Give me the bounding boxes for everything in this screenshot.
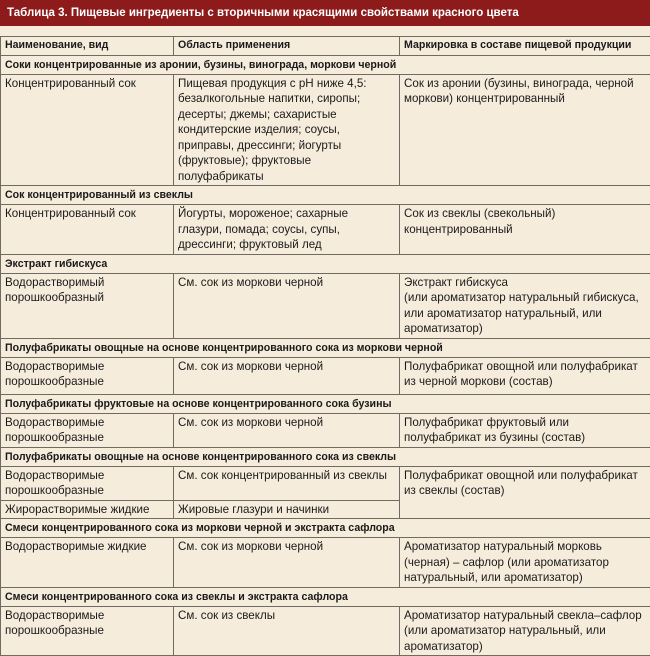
cell-label: Ароматизатор натуральный морковь (черная) – сафлор (или ароматизатор натуральный, или ароматизатор)	[400, 538, 650, 588]
cell-label: Полуфабрикат овощной или полуфабрикат из свеклы (состав)	[400, 466, 650, 519]
cell-label: Полуфабрикат фруктовый или полуфабрикат из бузины (состав)	[400, 413, 650, 447]
section-heading: Экстракт гибискуса	[1, 254, 650, 273]
table-row	[1, 466, 650, 500]
section-heading-row	[1, 587, 650, 606]
cell-name: Концентрированный сок	[1, 74, 174, 186]
ingredients-table	[0, 36, 650, 656]
section-heading: Смеси концентрированного сока из моркови черной и экстракта сафлора	[1, 519, 650, 538]
cell-name: Водорастворимые порошкообразные	[1, 413, 174, 447]
cell-name: Водорастворимые порошкообразные	[1, 606, 174, 656]
cell-use: Жировые глазури и начинки	[174, 500, 400, 519]
section-heading-row	[1, 338, 650, 357]
section-heading-row	[1, 186, 650, 205]
section-heading-row	[1, 55, 650, 74]
cell-label: Полуфабрикат овощной или полуфабрикат из черной моркови (состав)	[400, 357, 650, 394]
cell-label: Ароматизатор натуральный свекла–сафлор (или ароматизатор натуральный, или ароматизатор)	[400, 606, 650, 656]
cell-use: См. сок из моркови черной	[174, 273, 400, 338]
cell-name: Водорастворимые порошкообразные	[1, 357, 174, 394]
section-heading-row	[1, 394, 650, 413]
cell-use: См. сок из моркови черной	[174, 413, 400, 447]
cell-use: Йогурты, мороженое; сахарные глазури, помада; соусы, супы, дрессинги; фруктовый лед	[174, 205, 400, 255]
table-row	[1, 205, 650, 255]
table-row	[1, 606, 650, 656]
section-heading: Смеси концентрированного сока из свеклы и экстракта сафлора	[1, 587, 650, 606]
cell-name: Водорастворимые жидкие	[1, 538, 174, 588]
section-heading: Полуфабрикаты овощные на основе концентрированного сока из свеклы	[1, 447, 650, 466]
cell-use: См. сок из моркови черной	[174, 357, 400, 394]
table-row	[1, 273, 650, 338]
section-heading-row	[1, 447, 650, 466]
cell-name: Жирорастворимые жидкие	[1, 500, 174, 519]
table-title: Таблица 3. Пищевые ингредиенты с вторичными красящими свойствами красного цвета	[0, 0, 650, 26]
cell-use: Пищевая продукция с рН ниже 4,5: безалкогольные напитки, сиропы; десерты; джемы; сахаристые кондитерские изделия; соусы, приправы, дрессинги; йогурты (фруктовые); фруктовые полуфабрикаты	[174, 74, 400, 186]
cell-label: Сок из свеклы (свекольный) концентрированный	[400, 205, 650, 255]
label-note: (или ароматизатор натуральный гибискуса, или ароматизатор натуральный, или ароматизатор)	[404, 290, 646, 337]
label-main: Экстракт гибискуса	[404, 275, 646, 291]
header-row	[1, 37, 650, 56]
cell-use: См. сок из моркови черной	[174, 538, 400, 588]
column-header-use: Область применения	[174, 37, 400, 56]
table-row	[1, 357, 650, 394]
cell-name: Водорастворимые порошкообразные	[1, 466, 174, 500]
table-row	[1, 413, 650, 447]
cell-use: См. сок концентрированный из свеклы	[174, 466, 400, 500]
cell-name: Концентрированный сок	[1, 205, 174, 255]
column-header-label: Маркировка в составе пищевой продукции	[400, 37, 650, 56]
cell-label	[400, 273, 650, 338]
table-row	[1, 74, 650, 186]
section-heading: Соки концентрированные из аронии, бузины, винограда, моркови черной	[1, 55, 650, 74]
cell-label: Сок из аронии (бузины, винограда, черной моркови) концентрированный	[400, 74, 650, 186]
section-heading: Полуфабрикаты фруктовые на основе концентрированного сока бузины	[1, 394, 650, 413]
section-heading: Полуфабрикаты овощные на основе концентрированного сока из моркови черной	[1, 338, 650, 357]
section-heading-row	[1, 519, 650, 538]
table-row	[1, 538, 650, 588]
column-header-name: Наименование, вид	[1, 37, 174, 56]
cell-name: Водорастворимый порошкообразный	[1, 273, 174, 338]
section-heading: Сок концентрированный из свеклы	[1, 186, 650, 205]
cell-use: См. сок из свеклы	[174, 606, 400, 656]
section-heading-row	[1, 254, 650, 273]
